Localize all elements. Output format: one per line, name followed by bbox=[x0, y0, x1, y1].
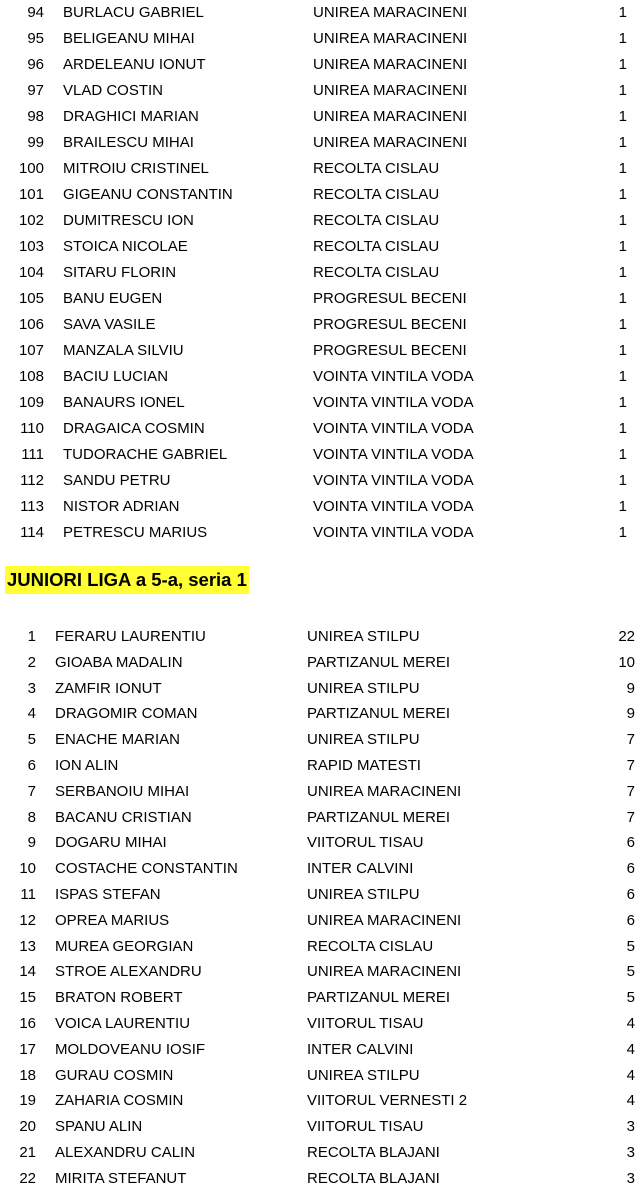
rank-cell: 21 bbox=[19, 1143, 36, 1161]
goals-cell: 1 bbox=[618, 212, 627, 229]
goals-cell: 7 bbox=[626, 782, 635, 800]
team-cell: UNIREA STILPU bbox=[307, 679, 420, 697]
goals-cell: 3 bbox=[626, 1169, 635, 1187]
rank-cell: 113 bbox=[20, 498, 44, 515]
player-name-cell: BACIU LUCIAN bbox=[63, 368, 169, 385]
goals-cell: 9 bbox=[626, 679, 635, 697]
table-row bbox=[0, 856, 643, 882]
player-name-cell: SPANU ALIN bbox=[55, 1118, 143, 1136]
rank-cell: 112 bbox=[20, 472, 44, 489]
table-row bbox=[0, 390, 643, 416]
rank-cell: 3 bbox=[27, 679, 36, 697]
rank-cell: 95 bbox=[27, 30, 44, 47]
team-cell: UNIREA MARACINENI bbox=[313, 4, 468, 21]
table-row bbox=[0, 908, 643, 934]
rank-cell: 104 bbox=[18, 264, 44, 281]
goals-cell: 1 bbox=[618, 82, 627, 99]
player-name-cell: VLAD COSTIN bbox=[63, 82, 164, 99]
goals-cell: 5 bbox=[626, 989, 635, 1007]
goals-cell: 7 bbox=[626, 756, 635, 774]
team-cell: VOINTA VINTILA VODA bbox=[313, 368, 474, 385]
player-name-cell: DOGARU MIHAI bbox=[55, 834, 167, 852]
team-cell: INTER CALVINI bbox=[307, 1040, 414, 1058]
table-row bbox=[0, 442, 643, 468]
player-name-cell: BACANU CRISTIAN bbox=[55, 808, 192, 826]
rank-cell: 106 bbox=[18, 316, 44, 333]
team-cell: RECOLTA CISLAU bbox=[313, 160, 440, 177]
player-name-cell: ARDELEANU IONUT bbox=[63, 56, 206, 73]
player-name-cell: BRATON ROBERT bbox=[55, 989, 183, 1007]
table-row bbox=[0, 676, 643, 702]
goals-cell: 1 bbox=[618, 134, 627, 151]
player-name-cell: MITROIU CRISTINEL bbox=[63, 160, 209, 177]
team-cell: RECOLTA BLAJANI bbox=[307, 1169, 440, 1187]
player-name-cell: GIOABA MADALIN bbox=[55, 653, 183, 671]
team-cell: UNIREA STILPU bbox=[307, 731, 420, 749]
table-row bbox=[0, 338, 643, 364]
team-cell: VOINTA VINTILA VODA bbox=[313, 420, 474, 437]
table-row bbox=[0, 468, 643, 494]
rank-cell: 10 bbox=[19, 860, 36, 878]
rank-cell: 7 bbox=[27, 782, 36, 800]
table-row bbox=[0, 26, 643, 52]
rank-cell: 15 bbox=[19, 989, 36, 1007]
rank-cell: 111 bbox=[21, 446, 44, 463]
table-row bbox=[0, 104, 643, 130]
table-row bbox=[0, 182, 643, 208]
rank-cell: 11 bbox=[20, 885, 36, 903]
table-row bbox=[0, 1088, 643, 1114]
team-cell: UNIREA STILPU bbox=[307, 628, 420, 645]
rank-cell: 98 bbox=[27, 108, 44, 125]
rank-cell: 13 bbox=[19, 937, 36, 955]
goals-cell: 1 bbox=[618, 498, 627, 515]
table-row bbox=[0, 234, 643, 260]
rank-cell: 17 bbox=[19, 1040, 36, 1058]
table-row bbox=[0, 494, 643, 520]
table-row bbox=[0, 364, 643, 390]
table-row bbox=[0, 882, 643, 908]
player-name-cell: ENACHE MARIAN bbox=[55, 731, 181, 749]
goals-cell: 1 bbox=[618, 394, 627, 411]
team-cell: VIITORUL TISAU bbox=[307, 1014, 424, 1032]
team-cell: UNIREA MARACINENI bbox=[313, 82, 468, 99]
team-cell: UNIREA MARACINENI bbox=[307, 911, 462, 929]
rank-cell: 16 bbox=[19, 1014, 36, 1032]
goals-cell: 1 bbox=[618, 472, 627, 489]
player-name-cell: MUREA GEORGIAN bbox=[55, 937, 194, 955]
rank-cell: 108 bbox=[18, 368, 44, 385]
table-row bbox=[0, 959, 643, 985]
table-row bbox=[0, 650, 643, 676]
rank-cell: 5 bbox=[27, 731, 36, 749]
table-row bbox=[0, 753, 643, 779]
team-cell: UNIREA MARACINENI bbox=[307, 963, 462, 981]
table-row bbox=[0, 727, 643, 753]
rank-cell: 94 bbox=[27, 4, 44, 21]
player-name-cell: BANU EUGEN bbox=[63, 290, 163, 307]
team-cell: UNIREA MARACINENI bbox=[313, 30, 468, 47]
player-name-cell: FERARU LAURENTIU bbox=[55, 628, 206, 645]
rank-cell: 19 bbox=[19, 1092, 36, 1110]
goals-cell: 1 bbox=[618, 30, 627, 47]
team-cell: RAPID MATESTI bbox=[307, 756, 421, 774]
rank-cell: 114 bbox=[20, 524, 44, 541]
player-name-cell: COSTACHE CONSTANTIN bbox=[55, 860, 238, 878]
table-row bbox=[0, 1166, 643, 1192]
player-name-cell: ZAHARIA COSMIN bbox=[55, 1092, 184, 1110]
table-row bbox=[0, 1011, 643, 1037]
player-name-cell: ISPAS STEFAN bbox=[55, 885, 161, 903]
goals-cell: 7 bbox=[626, 731, 635, 749]
goals-cell: 3 bbox=[626, 1143, 635, 1161]
goals-cell: 4 bbox=[626, 1066, 635, 1084]
table-row bbox=[0, 0, 643, 26]
rank-cell: 97 bbox=[27, 82, 44, 99]
table-row bbox=[0, 208, 643, 234]
table-row bbox=[0, 78, 643, 104]
goals-cell: 1 bbox=[618, 446, 627, 463]
rank-cell: 107 bbox=[18, 342, 44, 359]
juniors-scorers-table bbox=[0, 624, 643, 1192]
rank-cell: 22 bbox=[19, 1169, 36, 1187]
goals-cell: 1 bbox=[618, 108, 627, 125]
player-name-cell: BANAURS IONEL bbox=[63, 394, 185, 411]
table-row bbox=[0, 1114, 643, 1140]
team-cell: PROGRESUL BECENI bbox=[313, 342, 467, 359]
table-row bbox=[0, 830, 643, 856]
player-name-cell: DRAGOMIR COMAN bbox=[55, 705, 198, 723]
table-row bbox=[0, 779, 643, 805]
table-row bbox=[0, 286, 643, 312]
goals-cell: 1 bbox=[618, 420, 627, 437]
table-row bbox=[0, 701, 643, 727]
team-cell: VOINTA VINTILA VODA bbox=[313, 446, 474, 463]
goals-cell: 1 bbox=[618, 342, 627, 359]
goals-cell: 10 bbox=[618, 653, 635, 671]
player-name-cell: STOICA NICOLAE bbox=[63, 238, 188, 255]
goals-cell: 6 bbox=[626, 911, 635, 929]
rank-cell: 102 bbox=[18, 212, 44, 229]
rank-cell: 8 bbox=[27, 808, 36, 826]
player-name-cell: DRAGAICA COSMIN bbox=[63, 420, 205, 437]
goals-cell: 6 bbox=[626, 834, 635, 852]
rank-cell: 103 bbox=[18, 238, 44, 255]
player-name-cell: BELIGEANU MIHAI bbox=[63, 30, 195, 47]
goals-cell: 1 bbox=[618, 290, 627, 307]
player-name-cell: NISTOR ADRIAN bbox=[63, 498, 180, 515]
player-name-cell: GIGEANU CONSTANTIN bbox=[63, 186, 233, 203]
team-cell: RECOLTA CISLAU bbox=[313, 212, 440, 229]
team-cell: VOINTA VINTILA VODA bbox=[313, 472, 474, 489]
team-cell: UNIREA STILPU bbox=[307, 885, 420, 903]
team-cell: VIITORUL TISAU bbox=[307, 834, 424, 852]
team-cell: VIITORUL VERNESTI 2 bbox=[307, 1092, 468, 1110]
section-heading: JUNIORI LIGA a 5-a, seria 1 bbox=[5, 566, 249, 594]
table-row bbox=[0, 130, 643, 156]
rank-cell: 96 bbox=[27, 56, 44, 73]
player-name-cell: OPREA MARIUS bbox=[55, 911, 170, 929]
goals-cell: 7 bbox=[626, 808, 635, 826]
goals-cell: 1 bbox=[618, 368, 627, 385]
team-cell: RECOLTA CISLAU bbox=[313, 238, 440, 255]
player-name-cell: PETRESCU MARIUS bbox=[63, 524, 208, 541]
table-row bbox=[0, 52, 643, 78]
table-row bbox=[0, 520, 643, 546]
goals-cell: 5 bbox=[626, 937, 635, 955]
player-name-cell: MANZALA SILVIU bbox=[63, 342, 184, 359]
player-name-cell: TUDORACHE GABRIEL bbox=[63, 446, 228, 463]
team-cell: RECOLTA BLAJANI bbox=[307, 1143, 440, 1161]
player-name-cell: VOICA LAURENTIU bbox=[55, 1014, 191, 1032]
goals-cell: 1 bbox=[618, 160, 627, 177]
rank-cell: 20 bbox=[19, 1118, 36, 1136]
goals-cell: 6 bbox=[626, 885, 635, 903]
team-cell: RECOLTA CISLAU bbox=[313, 264, 440, 281]
goals-cell: 1 bbox=[618, 316, 627, 333]
goals-cell: 22 bbox=[618, 628, 635, 645]
team-cell: UNIREA MARACINENI bbox=[307, 782, 462, 800]
table-row bbox=[0, 805, 643, 831]
rank-cell: 18 bbox=[19, 1066, 36, 1084]
player-name-cell: DUMITRESCU ION bbox=[63, 212, 194, 229]
rank-cell: 99 bbox=[27, 134, 44, 151]
player-name-cell: MIRITA STEFANUT bbox=[55, 1169, 187, 1187]
player-name-cell: SITARU FLORIN bbox=[63, 264, 177, 281]
rank-cell: 100 bbox=[18, 160, 44, 177]
player-name-cell: ION ALIN bbox=[55, 756, 119, 774]
goals-cell: 4 bbox=[626, 1092, 635, 1110]
player-name-cell: SANDU PETRU bbox=[63, 472, 171, 489]
team-cell: INTER CALVINI bbox=[307, 860, 414, 878]
player-name-cell: MOLDOVEANU IOSIF bbox=[55, 1040, 206, 1058]
table-row bbox=[0, 156, 643, 182]
team-cell: UNIREA MARACINENI bbox=[313, 134, 468, 151]
team-cell: VIITORUL TISAU bbox=[307, 1118, 424, 1136]
team-cell: VOINTA VINTILA VODA bbox=[313, 524, 474, 541]
table-row bbox=[0, 1037, 643, 1063]
table-row bbox=[0, 1140, 643, 1166]
player-name-cell: GURAU COSMIN bbox=[55, 1066, 174, 1084]
rank-cell: 9 bbox=[27, 834, 36, 852]
player-name-cell: STROE ALEXANDRU bbox=[55, 963, 202, 981]
table-row bbox=[0, 416, 643, 442]
player-name-cell: BRAILESCU MIHAI bbox=[63, 134, 194, 151]
goals-cell: 3 bbox=[626, 1118, 635, 1136]
table-row bbox=[0, 934, 643, 960]
goals-cell: 1 bbox=[618, 56, 627, 73]
goals-cell: 1 bbox=[618, 186, 627, 203]
goals-cell: 1 bbox=[618, 238, 627, 255]
rank-cell: 2 bbox=[27, 653, 36, 671]
team-cell: PROGRESUL BECENI bbox=[313, 316, 467, 333]
goals-cell: 1 bbox=[618, 524, 627, 541]
rank-cell: 105 bbox=[18, 290, 44, 307]
team-cell: RECOLTA CISLAU bbox=[313, 186, 440, 203]
team-cell: PARTIZANUL MEREI bbox=[307, 705, 451, 723]
table-row bbox=[0, 1063, 643, 1089]
table-row bbox=[0, 312, 643, 338]
team-cell: VOINTA VINTILA VODA bbox=[313, 394, 474, 411]
player-name-cell: ALEXANDRU CALIN bbox=[55, 1143, 196, 1161]
player-name-cell: DRAGHICI MARIAN bbox=[63, 108, 199, 125]
goals-cell: 4 bbox=[626, 1014, 635, 1032]
team-cell: PROGRESUL BECENI bbox=[313, 290, 467, 307]
player-name-cell: BURLACU GABRIEL bbox=[63, 4, 204, 21]
table-row bbox=[0, 260, 643, 286]
team-cell: UNIREA MARACINENI bbox=[313, 108, 468, 125]
rank-cell: 109 bbox=[18, 394, 44, 411]
team-cell: RECOLTA CISLAU bbox=[307, 937, 434, 955]
goals-cell: 9 bbox=[626, 705, 635, 723]
player-name-cell: ZAMFIR IONUT bbox=[55, 679, 162, 697]
team-cell: PARTIZANUL MEREI bbox=[307, 653, 451, 671]
goals-cell: 1 bbox=[618, 264, 627, 281]
table-row bbox=[0, 985, 643, 1011]
top-scorers-table bbox=[0, 0, 643, 546]
rank-cell: 14 bbox=[19, 963, 36, 981]
rank-cell: 101 bbox=[18, 186, 44, 203]
team-cell: VOINTA VINTILA VODA bbox=[313, 498, 474, 515]
rank-cell: 110 bbox=[20, 420, 44, 437]
team-cell: UNIREA MARACINENI bbox=[313, 56, 468, 73]
rank-cell: 4 bbox=[27, 705, 36, 723]
team-cell: PARTIZANUL MEREI bbox=[307, 989, 451, 1007]
rank-cell: 6 bbox=[27, 756, 36, 774]
team-cell: PARTIZANUL MEREI bbox=[307, 808, 451, 826]
goals-cell: 4 bbox=[626, 1040, 635, 1058]
table-row bbox=[0, 624, 643, 650]
player-name-cell: SERBANOIU MIHAI bbox=[55, 782, 190, 800]
goals-cell: 1 bbox=[618, 4, 627, 21]
rank-cell: 1 bbox=[27, 628, 36, 645]
player-name-cell: SAVA VASILE bbox=[63, 316, 156, 333]
goals-cell: 6 bbox=[626, 860, 635, 878]
goals-cell: 5 bbox=[626, 963, 635, 981]
rank-cell: 12 bbox=[19, 911, 36, 929]
team-cell: UNIREA STILPU bbox=[307, 1066, 420, 1084]
